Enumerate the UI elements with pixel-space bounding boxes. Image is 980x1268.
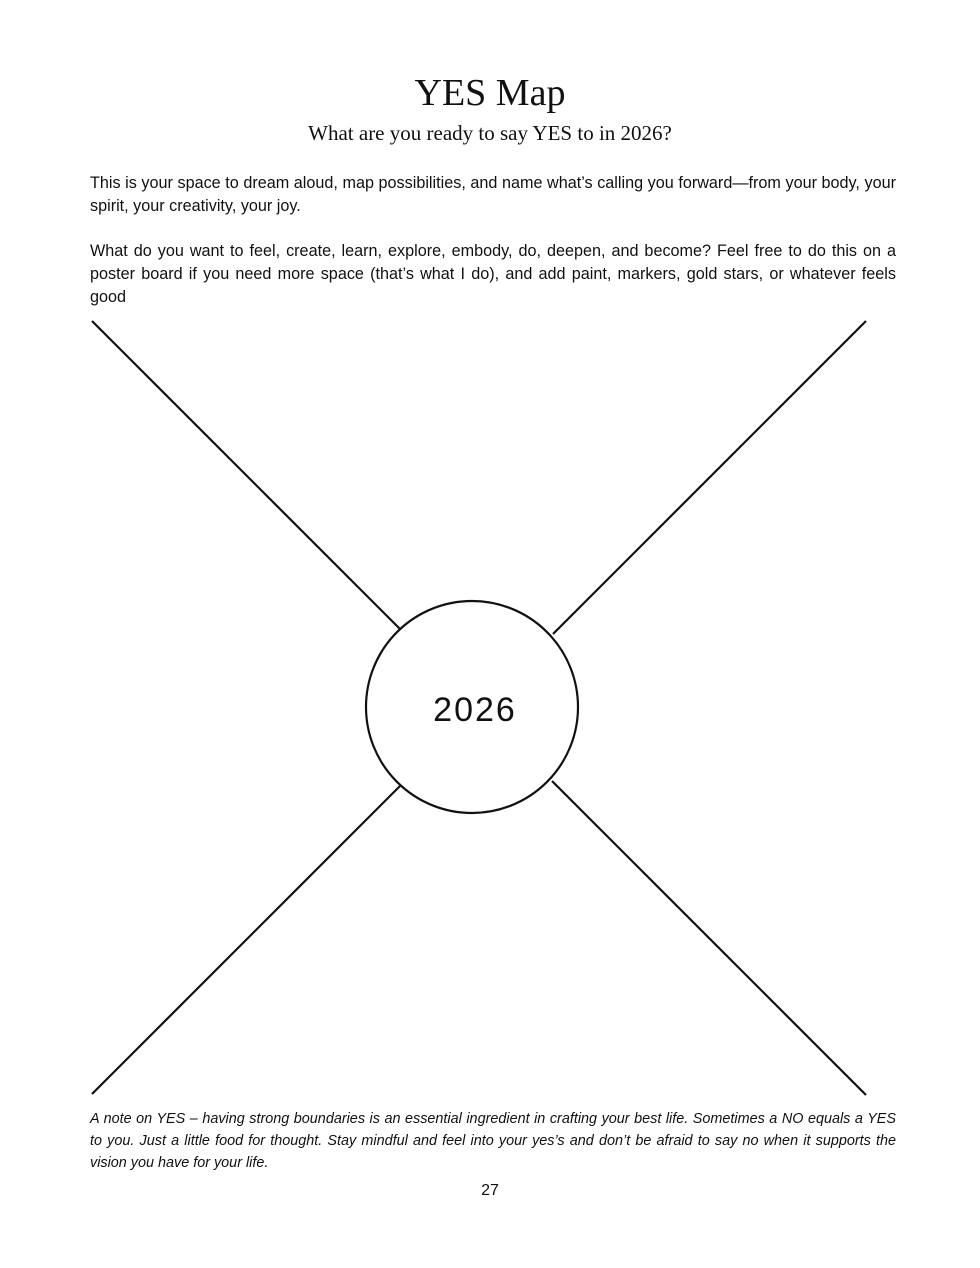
map-branch-bottom-left: [92, 786, 400, 1094]
map-center-label: 2026: [433, 691, 517, 729]
map-branch-top-right: [553, 321, 866, 634]
map-branch-top-left: [92, 321, 400, 629]
page-title: YES Map: [414, 72, 566, 114]
page-number: 27: [481, 1182, 499, 1199]
page-subtitle: What are you ready to say YES to in 2026?: [308, 121, 672, 145]
yes-note: A note on YES – having strong boundaries is an essential ingredient in crafting your best life. Sometimes a NO equals a YES to you. Just a little food for thought. Stay mindful and feel into your yes’s and don’t be afraid to say no when it supports the vision you have for your life.: [90, 1111, 896, 1171]
intro-paragraph-2: What do you want to feel, create, learn, explore, embody, do, deepen, and become? Feel free to do this on a poster board if you need more space (that’s what I do), and add paint, markers, gold stars, or whatever feels good: [90, 242, 896, 306]
map-branch-bottom-right: [552, 781, 866, 1095]
intro-paragraph-1: This is your space to dream aloud, map possibilities, and name what’s calling you forward—from your body, your spirit, your creativity, your joy.: [90, 174, 896, 215]
